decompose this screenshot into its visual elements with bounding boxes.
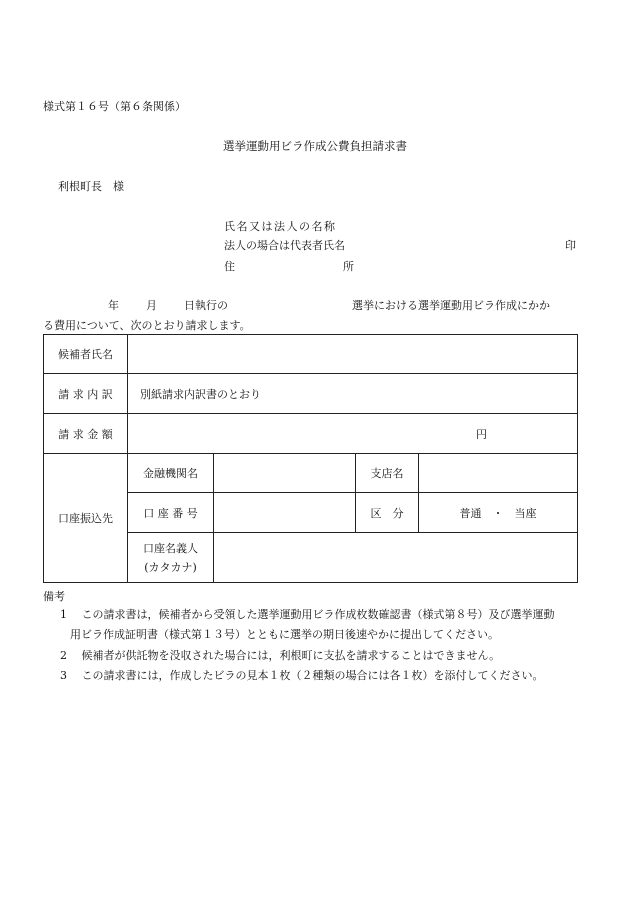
preamble-line2: る費用について、次のとおり請求します。	[43, 319, 251, 332]
bank-name-row	[44, 454, 578, 493]
branch-label: 支店名	[356, 454, 419, 493]
notes-heading: 備考	[43, 590, 65, 603]
amount-label: 請 求 金 額	[44, 414, 128, 454]
addressee: 利根町長 様	[58, 180, 124, 193]
bank-transfer-label: 口座振込先	[44, 454, 128, 583]
form-number: 様式第１６号（第６条関係）	[43, 100, 186, 113]
applicant-name-label: 氏名又は法人の名称	[224, 220, 337, 233]
note-2: 2 候補者が供託物を没収された場合には，利根町に支払を請求することはできません。	[60, 649, 501, 662]
address-label-right: 所	[343, 260, 354, 273]
note-1-line-2: 用ビラ作成証明書（様式第１３号）とともに選挙の期日後速やかに提出してください。	[70, 628, 499, 641]
account-number-label: 口 座 番 号	[128, 493, 214, 533]
account-number-field[interactable]	[214, 493, 356, 533]
note-1-line-1: 1 この請求書は，候補者から受領した選挙運動用ビラ作成枚数確認書（様式第８号）及び選挙運動	[60, 608, 555, 621]
branch-field[interactable]	[419, 454, 578, 493]
note-3: 3 この請求書には，作成したビラの見本１枚（２種類の場合には各１枚）を添付してください。	[60, 669, 544, 682]
account-holder-label	[128, 533, 214, 583]
seal-mark: 印	[565, 239, 576, 252]
breakdown-label: 請 求 内 訳	[44, 374, 128, 414]
account-holder-label-line1: 口座名義人	[143, 541, 198, 555]
candidate-label: 候補者氏名	[44, 335, 128, 374]
bank-name-label: 金融機関名	[128, 454, 214, 493]
representative-name-label: 法人の場合は代表者氏名	[224, 239, 345, 252]
bank-name-field[interactable]	[214, 454, 356, 493]
amount-field[interactable]	[128, 414, 578, 454]
candidate-row	[44, 335, 578, 374]
amount-row	[44, 414, 578, 454]
document-title: 選挙運動用ビラ作成公費負担請求書	[223, 139, 407, 153]
account-holder-label-line2: (カタカナ)	[144, 560, 197, 574]
address-label-left: 住	[224, 260, 235, 273]
breakdown-row	[44, 374, 578, 414]
preamble-month: 月	[146, 299, 157, 312]
yen-unit: 円	[476, 427, 487, 441]
account-holder-field[interactable]	[214, 533, 578, 583]
account-type-options[interactable]: 普通 ・ 当座	[419, 493, 578, 533]
preamble-day: 日執行の	[184, 299, 228, 312]
account-type-label: 区 分	[356, 493, 419, 533]
breakdown-value: 別紙請求内訳書のとおり	[128, 374, 578, 414]
preamble-tail: 選挙における選挙運動用ビラ作成にかか	[352, 299, 550, 312]
candidate-field[interactable]	[128, 335, 578, 374]
claim-table	[43, 334, 578, 583]
preamble-year: 年	[108, 299, 119, 312]
